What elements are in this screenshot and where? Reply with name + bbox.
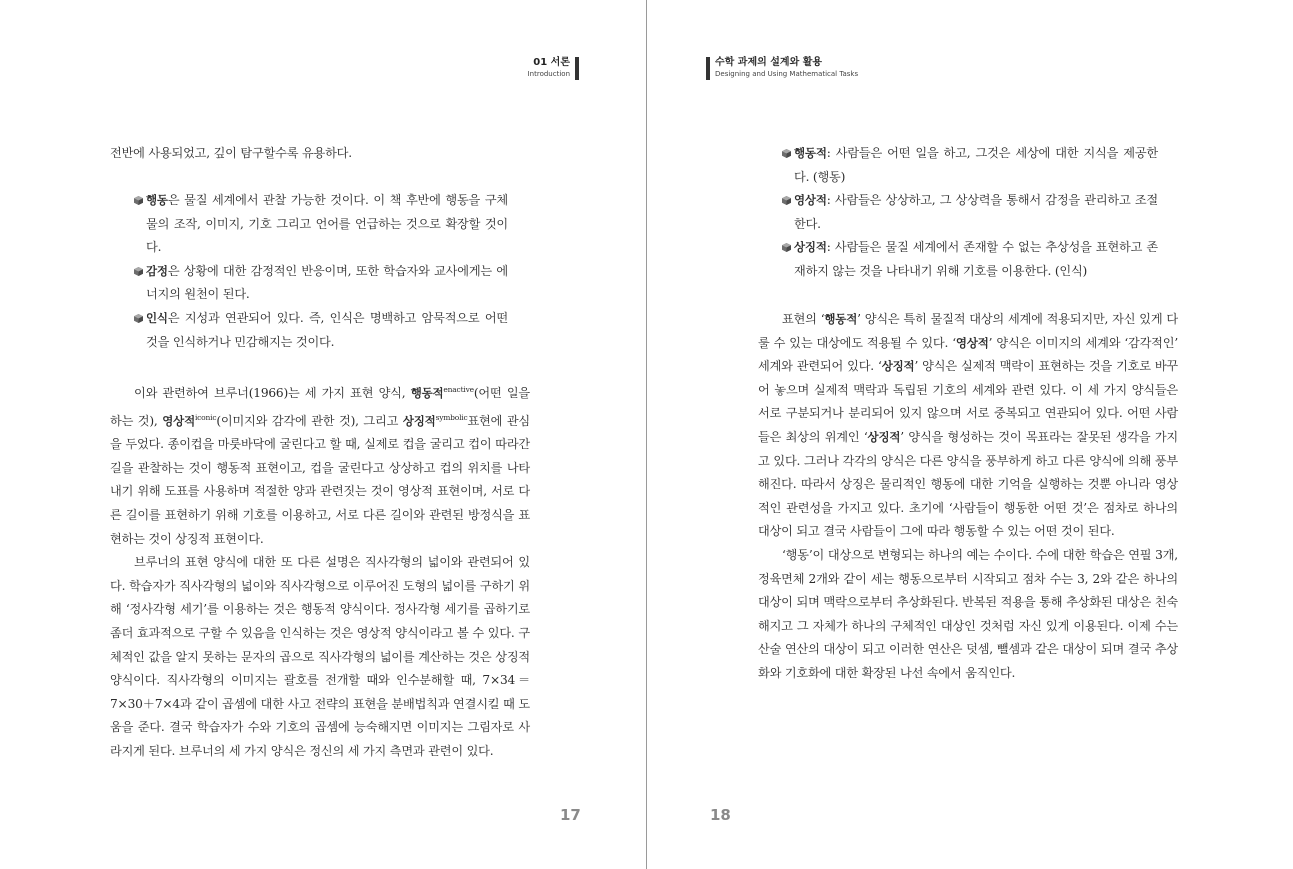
term-symbolic: 상징적 [881,359,915,374]
paragraph-text: (어떤 일을 하는 것), [110,386,530,428]
term-enactive: 행동적 [824,312,858,326]
list-item [134,189,508,260]
term-annotation: symbolic [435,412,468,422]
paragraph-text: ’ 양식을 형성하는 것이 목표라는 잘못된 생각을 가지고 있다. 그러나 각각의 양식은 다른 양식을 풍부하게 하고 다른 양식에 의해 풍부해진다. 따라서 상징은 물리적인 행동에 대한 기억을 실행하는 것뿐 아니라 영상적인 관련성을 가지고 있다. 초기에 ‘사람들이 행동한 어떤 것’은 점차로 하나의 대상이 되고 결국 사람들이 그에 따라 행동할 수 있는 어떤 것이 된다. [758,429,1178,539]
page-number: 17 [560,806,581,824]
cube-bullet-icon [134,267,143,276]
paragraph-text: ’ 양식은 실제적 맥락이 표현하는 것을 기호로 바꾸어 놓으며 실제적 맥락과 독립된 기호의 세계와 관련 있다. 이 세 가지 양식들은 서로 구분되거나 분리되어 있지 않으며 서로 중복되고 연관되어 있다. 어떤 사람들은 최상의 위계인 ‘ [758,359,1179,444]
paragraph-text: 이와 관련하여 브루너(1966)는 세 가지 표현 양식, [134,386,406,400]
term-iconic: 영상적 [955,335,989,350]
chapter-subtitle: Introduction [527,70,570,78]
paragraph-text: 표현에 관심을 두었다. 종이컵을 마룻바닥에 굴린다고 할 때, 실제로 컵을 굴리고 컵이 따라간 길을 관찰하는 것이 행동적 표현이고, 컵을 굴린다고 상상하고 컵의 위치를 나타내기 위해 도표를 사용하며 적절한 양과 관련짓는 것이 영상적 표현이며, 서로 다른 길이를 표현하기 위해 기호를 이용하고, 서로 다른 길이와 관련된 방정식을 표현하는 것이 상징적 표현이다. [110,413,530,546]
cube-bullet-icon [782,196,791,205]
bullet-text: : 사람들은 물질 세계에서 존재할 수 없는 추상성을 표현하고 존재하지 않는 것을 나타내기 위해 기호를 이용한다. (인식) [794,240,1158,278]
term-annotation: enactive [443,385,474,394]
paragraph-text: ’ 양식은 특히 물질적 대상의 세계에 적용되지만, 자신 있게 다룰 수 있는 대상에도 적용될 수 있다. ‘ [758,312,1178,350]
paragraph [758,308,1178,544]
bullet-term: 영상적 [794,193,827,208]
bullet-term: 상징적 [794,240,827,255]
bullet-text: 은 지성과 연관되어 있다. 즉, 인식은 명백하고 암묵적으로 어떤 것을 인식하거나 민감해지는 것이다. [146,310,508,349]
right-page [648,0,1293,869]
bullet-text: 은 물질 세계에서 관찰 가능한 것이다. 이 책 후반에 행동을 구체물의 조작, 이미지, 기호 그리고 언어를 언급하는 것으로 확장할 것이다. [146,193,508,255]
cube-bullet-icon [782,243,791,252]
cube-bullet-icon [134,314,143,323]
left-page [0,0,646,869]
body-text [110,142,530,166]
bullet-term: 인식 [146,310,168,325]
list-item [782,142,1158,189]
bullet-term: 감정 [146,263,168,278]
term-iconic: 영상적 [162,413,195,428]
list-item [134,260,508,307]
term-symbolic: 상징적 [402,413,436,428]
page-number: 18 [710,806,731,824]
bullet-text: 은 상황에 대한 감정적인 반응이며, 또한 학습자와 교사에게는 에너지의 원천이 된다. [146,263,508,302]
running-header [528,57,570,79]
term-annotation: iconic [194,412,217,422]
chapter-title: 01 서론 [533,57,570,68]
cube-bullet-icon [782,149,791,158]
book-title: 수학 과제의 설계와 활용 [715,57,823,68]
running-header [715,57,858,79]
paragraph-text: ’ 양식은 이미지의 세계와 ‘감각적인’ 세계와 관련되어 있다. ‘ [758,335,1178,374]
paragraph: 브루너의 표현 양식에 대한 또 다른 설명은 직사각형의 넓이와 관련되어 있다. 학습자가 직사각형의 넓이와 직사각형으로 이루어진 도형의 넓이를 구하기 위해 ‘정사각형 세기’를 이용하는 것은 행동적 양식이다. 정사각형 세기를 곱하기로 좀더 효과적으로 구할 수 있음을 인식하는 것은 영상적 양식이라고 볼 수 있다. 구체적인 값을 알지 못하는 문자의 곱으로 직사각형의 넓이를 계산하는 것은 상징적 양식이다. 직사각형의 이미지는 괄호를 전개할 때와 인수분해할 때, 7×34＝7×30＋7×4과 같이 곱셈에 대한 사고 전략의 표현을 분배법칙과 연결시킬 때 도움을 준다. 결국 학습자가 수와 기호의 곱셈에 능숙해지면 이미지는 그림자로 사라지게 된다. 브루너의 세 가지 양식은 정신의 세 가지 측면과 관련이 있다. [110,555,530,758]
book-subtitle: Designing and Using Mathematical Tasks [715,70,859,78]
header-bar [575,57,579,80]
list-item [782,236,1158,283]
paragraph-text: 표현의 ‘ [782,312,825,326]
bullet-text: : 사람들은 어떤 일을 하고, 그것은 세상에 대한 지식을 제공한다. (행동) [794,146,1158,184]
bullet-term: 행동 [146,193,168,207]
header-bar [706,57,710,80]
paragraph [110,378,530,551]
list-item [782,189,1158,236]
body-text [758,308,1178,686]
cube-bullet-icon [134,196,143,205]
list-item [134,307,508,354]
continuation-line: 전반에 사용되었고, 깊이 탐구할수록 유용하다. [110,146,352,160]
term-symbolic: 상징적 [867,429,901,444]
modes-list [782,142,1158,284]
page-gutter [646,0,647,869]
bullet-text: : 사람들은 상상하고, 그 상상력을 통해서 감정을 관리하고 조절한다. [794,193,1158,231]
body-text [110,378,530,764]
paragraph-text: (이미지와 감각에 관한 것), 그리고 [216,413,399,428]
paragraph: ‘행동’이 대상으로 변형되는 하나의 예는 수이다. 수에 대한 학습은 연필 3개, 정육면체 2개와 같이 세는 행동으로부터 시작되고 점차 수는 3, 2와 같은 하나의 대상이 되며 맥락으로부터 추상화된다. 반복된 적용을 통해 추상화된 대상은 친숙해지고 그 자체가 하나의 구체적인 대상인 것처럼 자신 있게 이용된다. 이제 수는 산술 연산의 대상이 되고 이러한 연산은 덧셈, 뺄셈과 같은 대상이 되며 결국 추상화와 기호화에 대한 확장된 나선 속에서 움직인다. [758,547,1178,680]
bullet-term: 행동적 [794,146,827,160]
mind-aspects-list [134,189,508,354]
term-enactive: 행동적 [410,386,444,400]
